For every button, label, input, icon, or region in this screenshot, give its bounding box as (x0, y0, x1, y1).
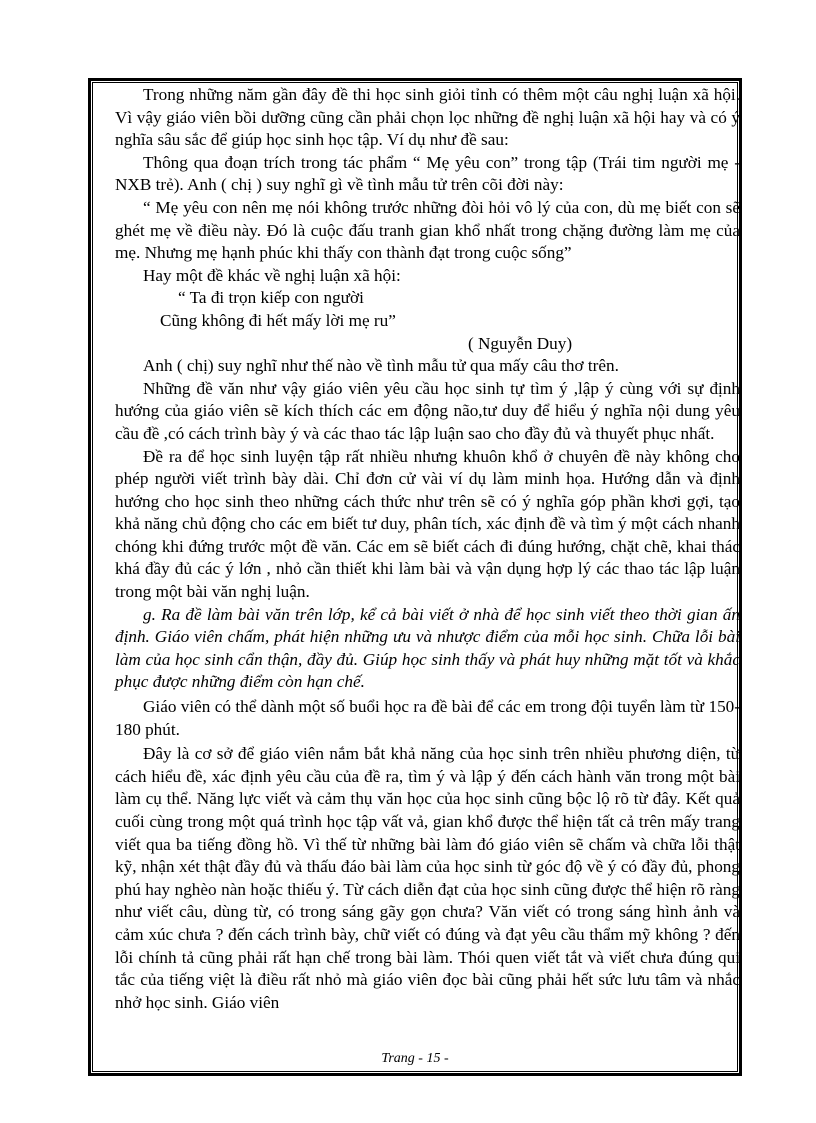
poem-line-1: “ Ta đi trọn kiếp con người (178, 288, 364, 308)
paragraph-question: Anh ( chị) suy nghĩ như thế nào về tình mẫu tử qua mấy câu thơ trên. (143, 356, 619, 376)
paragraph-intro: Trong những năm gần đây đề thi học sinh giỏi tỉnh có thêm một câu nghị luận xã hội. Vì vậy giáo viên bồi dưỡng cũng cần phải chọn lọc những đề nghị luận xã hội hay và có ý nghĩa sâu sắc để giúp học sinh học tập. Ví dụ như đề sau: (115, 85, 740, 150)
paragraph-time: Giáo viên có thể dành một số buổi học ra đề bài để các em trong đội tuyển làm từ 150-180 phút. (115, 697, 740, 739)
page-number: Trang - 15 - (381, 1051, 449, 1066)
document-body (115, 84, 740, 1014)
paragraph-practice: Đề ra để học sinh luyện tập rất nhiều nhưng khuôn khổ ở chuyên đề này không cho phép người viết trình bày dài. Chỉ đơn cử vài ví dụ làm minh họa. Hướng dẫn và định hướng cho học sinh theo những cách thức như trên sẽ có ý nghĩa góp phần khơi gợi, tạo khả năng chủ động cho các em biết tư duy, phân tích, xác định đề và tìm ý một cách nhanh chóng khi đứng trước một đề văn. Các em sẽ biết cách đi đúng hướng, chặt chẽ, khai thác khá đầy đủ các ý lớn , nhỏ cần thiết khi làm bài và vận dụng hợp lý các thao tác lập luận trong một bài văn nghị luận. (115, 446, 740, 602)
paragraph-prompt-2: Hay một đề khác về nghị luận xã hội: (143, 265, 401, 285)
poem-author: ( Nguyễn Duy) (468, 333, 573, 353)
paragraph-prompt-1: Thông qua đoạn trích trong tác phẩm “ Mẹ yêu con” trong tập (Trái tim người mẹ - NXB trẻ). Anh ( chị ) suy nghĩ gì về tình mẫu tử trên cõi đời này: (115, 152, 740, 195)
paragraph-section-g: g. Ra đề làm bài văn trên lớp, kể cả bài viết ở nhà để học sinh viết theo thời gian ấn định. Giáo viên chấm, phát hiện những ưu và nhược điểm của mỗi học sinh. Chữa lỗi bài làm của học sinh cẩn thận, đầy đủ. Giúp học sinh thấy và phát huy những mặt tốt và khắc phục được những điểm còn hạn chế. (115, 604, 740, 692)
paragraph-assessment: Đây là cơ sở để giáo viên nắm bắt khả năng của học sinh trên nhiều phương diện, từ cách hiểu đề, xác định yêu cầu của đề ra, tìm ý và lập ý đến cách hành văn trong một bài làm cụ thể. Năng lực viết và cảm thụ văn học của học sinh cũng bộc lộ rõ từ đây. Kết quả cuối cùng trong một quá trình học tập vất vả, gian khổ được thể hiện tất cả trên mấy trang viết qua ba tiếng đồng hồ. Vì thế từ những bài làm đó giáo viên sẽ chấm và chữa lỗi thật kỹ, nhận xét thật đầy đủ và thấu đáo bài làm của học sinh từ góc độ về ý có đầy đủ, phong phú hay nghèo nàn hoặc thiếu ý. Từ cách diễn đạt của học sinh cũng được thể hiện rõ ràng như viết câu, dùng từ, có trong sáng gãy gọn chưa? Văn viết có trong sáng hình ảnh và cảm xúc chưa ? đến cách trình bày, chữ viết có đúng và đạt yêu cầu thẩm mỹ không ? đến lỗi chính tả cũng phải rất hạn chế trong bài làm. Thói quen viết tắt và viết chưa đúng qui tắc của tiếng việt là điều rất nhỏ mà giáo viên đọc bài cũng phải hết sức lưu tâm và nhắc nhở học sinh. Giáo viên (115, 744, 740, 1012)
paragraph-guidance: Những đề văn như vậy giáo viên yêu cầu học sinh tự tìm ý ,lập ý cùng với sự định hướng của giáo viên sẽ kích thích các em động não,tư duy để hiểu ý nghĩa nội dung yêu cầu đề ,có cách trình bày ý và các thao tác lập luận sao cho đầy đủ và thuyết phục nhất. (115, 378, 740, 443)
poem-line-2: Cũng không đi hết mấy lời mẹ ru” (160, 310, 396, 330)
paragraph-quote: “ Mẹ yêu con nên mẹ nói không trước những đòi hỏi vô lý của con, dù mẹ biết con sẽ ghét mẹ về điều này. Đó là cuộc đấu tranh gian khổ nhất trong chặng đường làm mẹ của mẹ. Nhưng mẹ hạnh phúc khi thấy con thành đạt trong cuộc sống” (115, 197, 740, 263)
